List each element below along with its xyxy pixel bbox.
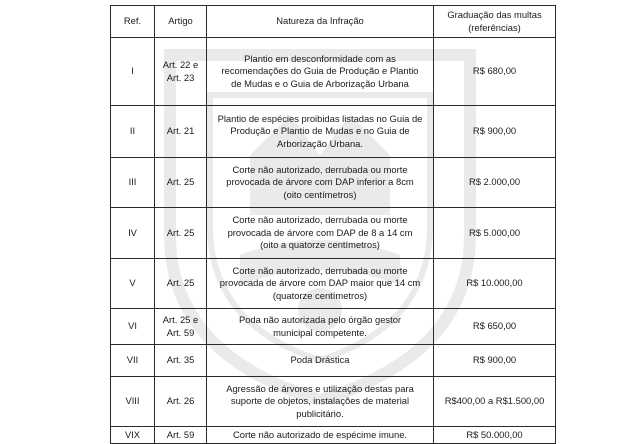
natureza-line: (quatorze centímetros) <box>272 289 368 301</box>
natureza-line: Corte não autorizado de espécime imune. <box>232 428 408 440</box>
natureza-line: Poda Drástica <box>290 354 350 366</box>
artigo-line: Art. 22 e <box>162 59 199 71</box>
cell-natureza <box>207 309 434 345</box>
artigo-line: Art. 23 <box>166 71 195 83</box>
cell-ref: VIX <box>111 427 155 444</box>
natureza-line: Arborização Urbana. <box>277 137 363 149</box>
table-row <box>111 158 556 208</box>
table-row <box>111 345 556 377</box>
cell-natureza <box>207 377 434 427</box>
cell-ref: VI <box>111 309 155 345</box>
cell-natureza <box>207 38 434 106</box>
artigo-line: Art. 25 <box>166 277 195 289</box>
cell-valor: R$ 650,00 <box>434 309 556 345</box>
cell-ref: III <box>111 158 155 208</box>
cell-artigo <box>155 259 207 309</box>
table-row <box>111 259 556 309</box>
header-graduacao <box>434 6 556 38</box>
natureza-line: Plantio de espécies proibidas listadas no Guia de <box>217 112 423 124</box>
table-row <box>111 106 556 158</box>
artigo-line: Art. 21 <box>166 125 195 137</box>
natureza-line: (oito a quatorze centímetros) <box>260 239 380 251</box>
cell-artigo <box>155 158 207 208</box>
table-row <box>111 309 556 345</box>
cell-natureza <box>207 208 434 259</box>
cell-valor: R$ 50.000,00 <box>434 427 556 444</box>
cell-ref: V <box>111 259 155 309</box>
cell-natureza <box>207 259 434 309</box>
natureza-line: Corte não autorizado, derrubada ou morte <box>232 163 408 175</box>
header-row <box>111 6 556 38</box>
cell-valor: R$ 900,00 <box>434 345 556 377</box>
cell-valor: R$400,00 a R$1.500,00 <box>434 377 556 427</box>
natureza-line: Corte não autorizado, derrubada ou morte <box>232 214 408 226</box>
cell-artigo <box>155 345 207 377</box>
natureza-line: recomendações do Guia de Produção e Plantio <box>221 65 419 77</box>
natureza-line: provocada de árvore com DAP inferior a 8cm <box>226 176 414 188</box>
infraction-table <box>110 5 556 444</box>
header-artigo: Artigo <box>155 6 207 38</box>
artigo-line: Art. 59 <box>166 428 195 440</box>
cell-ref: VIII <box>111 377 155 427</box>
natureza-line: Corte não autorizado, derrubada ou morte <box>232 264 408 276</box>
header-ref: Ref. <box>111 6 155 38</box>
header-graduacao-line1: Graduação das multas <box>447 9 542 21</box>
natureza-line: Agressão de árvores e utilização destas para <box>226 382 414 394</box>
artigo-line: Art. 26 <box>166 395 195 407</box>
natureza-line: Produção e Plantio de Mudas e no Guia de <box>230 125 410 137</box>
cell-valor: R$ 10.000,00 <box>434 259 556 309</box>
cell-natureza <box>207 345 434 377</box>
artigo-line: Art. 25 <box>166 176 195 188</box>
header-natureza: Natureza da Infração <box>207 6 434 38</box>
natureza-line: (oito centímetros) <box>283 188 357 200</box>
cell-artigo <box>155 377 207 427</box>
header-graduacao-line2: (referências) <box>468 21 521 33</box>
table-row <box>111 377 556 427</box>
table-row <box>111 38 556 106</box>
cell-artigo <box>155 38 207 106</box>
cell-valor: R$ 900,00 <box>434 106 556 158</box>
natureza-line: suporte de objetos, instalações de material <box>230 395 410 407</box>
natureza-line: provocada de árvore com DAP de 8 a 14 cm <box>227 226 413 238</box>
cell-ref: II <box>111 106 155 158</box>
cell-artigo <box>155 208 207 259</box>
cell-natureza <box>207 158 434 208</box>
cell-valor: R$ 5.000,00 <box>434 208 556 259</box>
cell-artigo <box>155 106 207 158</box>
cell-ref: IV <box>111 208 155 259</box>
table-row <box>111 208 556 259</box>
artigo-line: Art. 35 <box>166 354 195 366</box>
natureza-line: Poda não autorizada pelo órgão gestor <box>238 314 402 326</box>
natureza-line: provocada de árvore com DAP maior que 14 cm <box>219 277 421 289</box>
artigo-line: Art. 59 <box>166 326 195 338</box>
natureza-line: de Mudas e o Guia de Arborização Urbana <box>231 77 409 89</box>
cell-valor: R$ 2.000,00 <box>434 158 556 208</box>
artigo-line: Art. 25 e <box>162 314 199 326</box>
cell-natureza <box>207 106 434 158</box>
natureza-line: publicitário. <box>296 407 344 419</box>
cell-ref: VII <box>111 345 155 377</box>
natureza-line: Plantio em desconformidade com as <box>244 52 396 64</box>
cell-valor: R$ 680,00 <box>434 38 556 106</box>
cell-ref: I <box>111 38 155 106</box>
cell-artigo <box>155 309 207 345</box>
natureza-line: municipal competente. <box>273 326 367 338</box>
artigo-line: Art. 25 <box>166 226 195 238</box>
